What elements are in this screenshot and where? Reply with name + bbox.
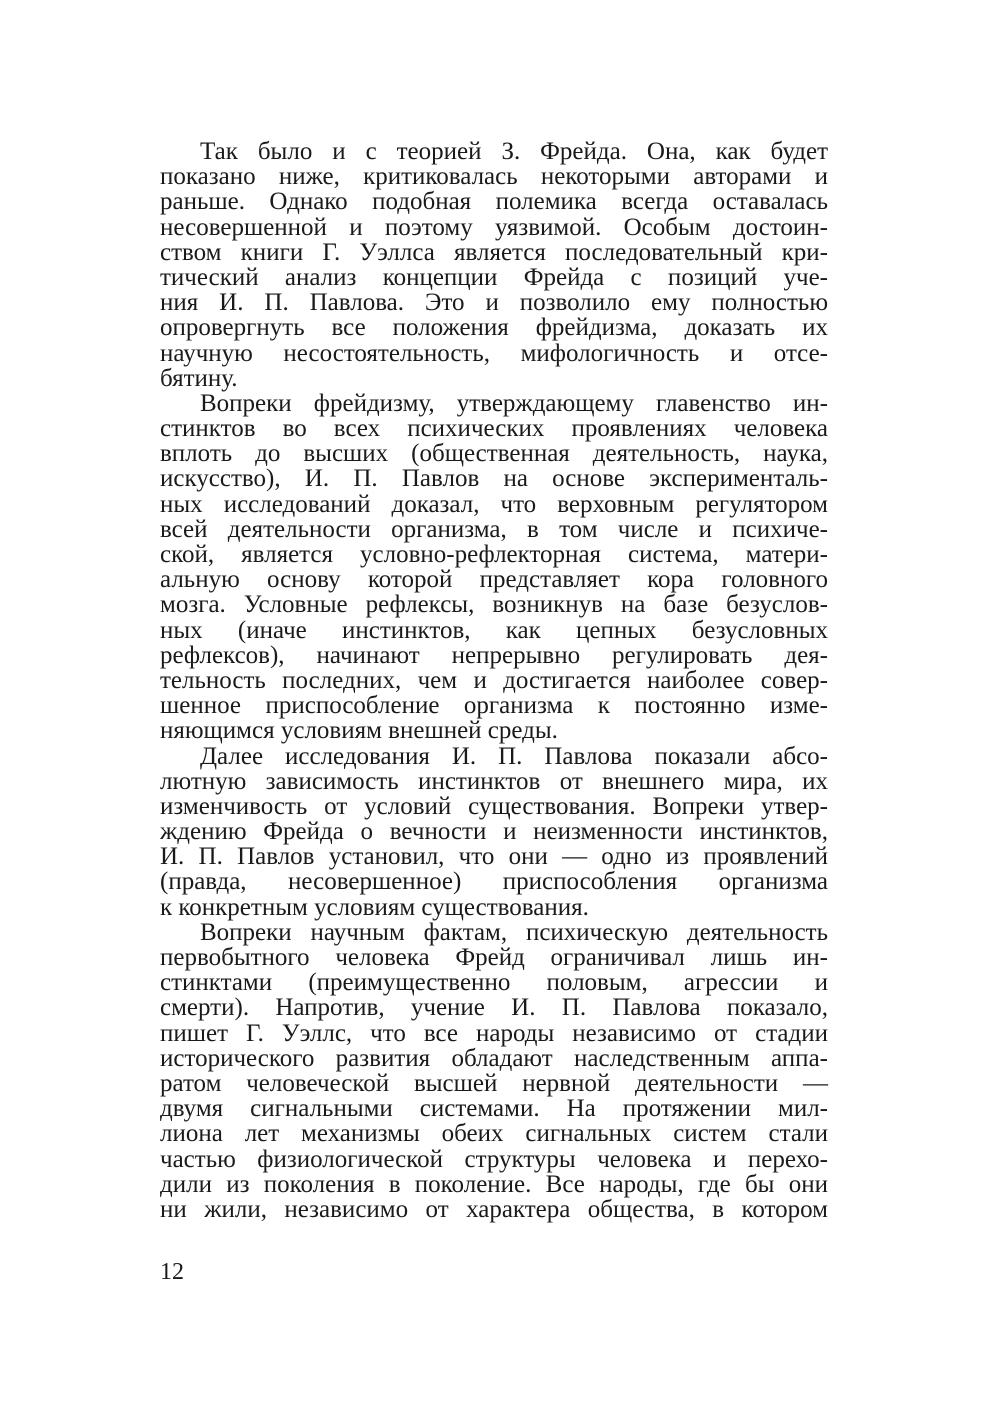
text-line: ных (иначе инстинктов, как цепных безусловных — [160, 616, 828, 644]
text-line: тический анализ концепции Фрейда с позиций уче- — [160, 263, 828, 291]
paragraph — [160, 744, 828, 920]
text-line: опровергнуть все положения фрейдизма, доказать их — [160, 314, 828, 342]
text-line: ской, является условно-рефлекторная система, матери- — [160, 541, 828, 568]
text-line: ни жили, независимо от характера общества, в котором — [160, 1195, 828, 1223]
text-line: частью физиологической структуры человека и перехо- — [160, 1145, 828, 1173]
text-line: двумя сигнальными системами. На протяжении мил- — [160, 1095, 828, 1123]
paragraph — [160, 391, 828, 744]
paragraph — [160, 139, 828, 391]
text-line: лютную зависимость инстинктов от внешнего мира, их — [160, 767, 828, 795]
text-line: ратом человеческой высшей нервной деятельности — — [160, 1069, 828, 1097]
text-line: ством книги Г. Уэллса является последовательный кри- — [160, 238, 828, 266]
text-line: вплоть до высших (общественная деятельность, наука, — [160, 440, 828, 468]
text-line: лиона лет механизмы обеих сигнальных систем стали — [160, 1120, 828, 1148]
text-line: ных исследований доказал, что верховным регулятором — [160, 490, 828, 518]
text-line: смерти). Напротив, учение И. П. Павлова показало, — [160, 994, 828, 1022]
text-line: раньше. Однако подобная полемика всегда оставалась — [160, 188, 828, 216]
text-line: И. П. Павлов установил, что они — одно из проявлений — [160, 843, 828, 871]
text-line: стинктами (преимущественно половым, агрессии и — [160, 969, 828, 997]
text-line: к конкретным условиям существования. — [160, 893, 589, 921]
text-line: Далее исследования И. П. Павлова показали абсо- — [200, 742, 828, 770]
text-line: рефлексов), начинают непрерывно регулировать дея- — [160, 641, 828, 669]
text-line: мозга. Условные рефлексы, возникнув на базе безуслов- — [160, 591, 828, 619]
text-line: первобытного человека Фрейд ограничивал лишь ин- — [160, 944, 828, 971]
text-line: няющимся условиям внешней среды. — [160, 717, 558, 745]
text-line: изменчивость от условий существования. Вопреки утвер- — [160, 792, 828, 820]
body-text — [160, 139, 828, 1222]
text-line: альную основу которой представляет кора головного — [160, 566, 828, 594]
text-line: бятину. — [160, 364, 238, 392]
text-line: искусство), И. П. Павлов на основе эксперименталь- — [160, 465, 828, 493]
text-line: шенное приспособление организма к постоянно изме- — [160, 692, 828, 720]
text-line: научную несостоятельность, мифологичность и отсе- — [160, 339, 828, 367]
text-line: (правда, несовершенное) приспособления организма — [160, 868, 828, 896]
text-line: стинктов во всех психических проявлениях человека — [160, 415, 828, 443]
text-line: дили из поколения в поколение. Все народы, где бы они — [160, 1170, 828, 1198]
text-line: Вопреки фрейдизму, утверждающему главенство ин- — [200, 389, 828, 417]
text-line: ждению Фрейда о вечности и неизменности инстинктов, — [160, 818, 828, 846]
text-line: всей деятельности организма, в том числе и психиче- — [160, 515, 828, 543]
text-line: Так было и с теорией З. Фрейда. Она, как будет — [200, 138, 828, 165]
paragraph — [160, 920, 828, 1222]
text-line: тельность последних, чем и достигается наиболее совер- — [160, 666, 828, 694]
text-line: исторического развития обладают наследственным аппа- — [160, 1044, 828, 1072]
text-line: показано ниже, критиковалась некоторыми авторами и — [160, 163, 828, 191]
text-line: ния И. П. Павлова. Это и позволило ему полностью — [160, 289, 828, 317]
text-line: несовершенной и поэтому уязвимой. Особым достоин- — [160, 213, 828, 241]
page-number: 12 — [160, 1259, 184, 1285]
text-line: пишет Г. Уэллс, что все народы независимо от стадии — [160, 1019, 828, 1047]
text-line: Вопреки научным фактам, психическую деятельность — [200, 918, 828, 946]
